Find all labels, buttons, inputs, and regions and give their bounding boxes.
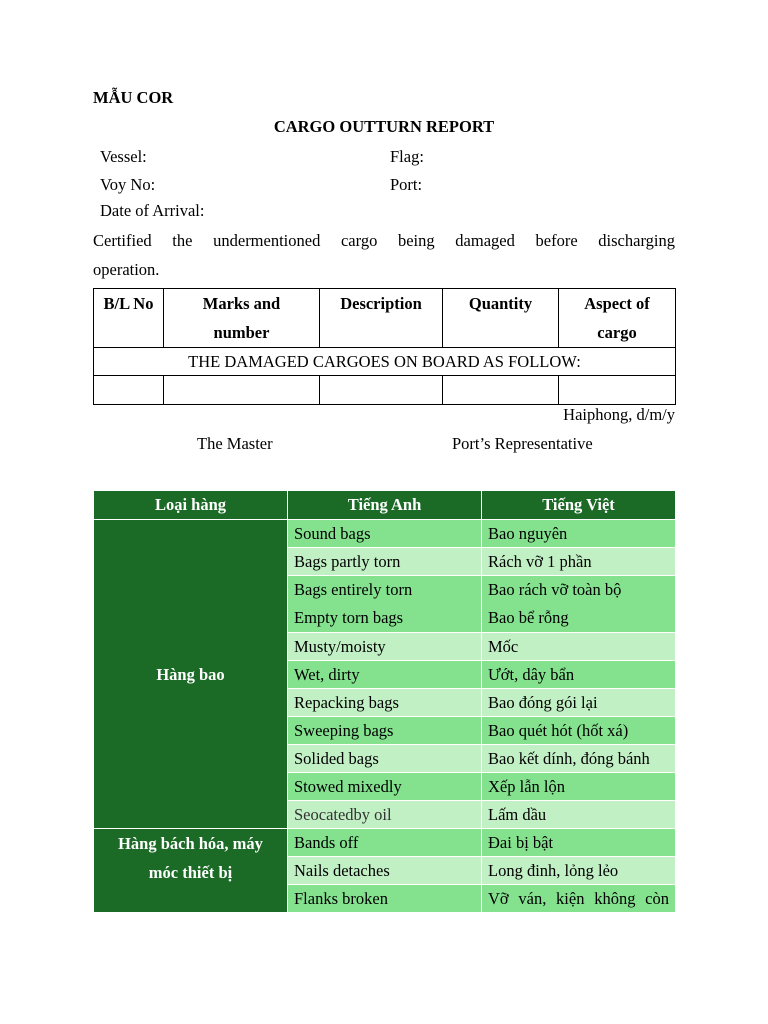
- column-header-vietnamese: Tiếng Việt: [482, 491, 676, 520]
- empty-cell: [320, 376, 443, 405]
- port-label: Port:: [390, 175, 423, 194]
- column-header-english: Tiếng Anh: [288, 491, 482, 520]
- voy-no-label: Voy No:: [100, 175, 156, 194]
- column-header-bl-no: B/L No: [94, 289, 164, 348]
- english-term: Flanks broken: [288, 885, 482, 913]
- terms-header-row: [94, 491, 676, 520]
- form-code: MẪU COR: [93, 88, 174, 107]
- column-header-marks-and-number: Marks and number: [164, 289, 320, 348]
- category-general-cargo: Hàng bách hóa, máy móc thiết bị: [94, 829, 288, 913]
- section-row: [94, 348, 676, 376]
- vietnamese-term: Vỡ ván, kiện không còn: [482, 885, 676, 913]
- empty-cell: [443, 376, 559, 405]
- signature-port-representative: Port’s Representative: [452, 434, 593, 453]
- english-term: Bags entirely torn Empty torn bags: [288, 576, 482, 633]
- vietnamese-term: Rách vỡ 1 phần: [482, 548, 676, 576]
- statement-line-1: Certified the undermentioned cargo being damaged before discharging: [93, 231, 675, 250]
- cargo-outturn-table: [93, 288, 676, 405]
- vietnamese-term: Xếp lẫn lộn: [482, 773, 676, 801]
- document-title: CARGO OUTTURN REPORT: [273, 117, 495, 136]
- column-header-quantity: Quantity: [443, 289, 559, 348]
- english-term: Nails detaches: [288, 857, 482, 885]
- english-term: Stowed mixedly: [288, 773, 482, 801]
- column-header-cargo-type: Loại hàng: [94, 491, 288, 520]
- vietnamese-term: Đai bị bật: [482, 829, 676, 857]
- date-of-arrival-label: Date of Arrival:: [100, 201, 205, 220]
- vietnamese-term: Bao đóng gói lại: [482, 689, 676, 717]
- table-row: [94, 376, 676, 405]
- english-term: Sound bags: [288, 520, 482, 548]
- flag-label: Flag:: [390, 147, 424, 166]
- table-row: [94, 520, 676, 548]
- english-term: Seocatedby oil: [288, 801, 482, 829]
- category-bagged-cargo: Hàng bao: [94, 520, 288, 829]
- english-term: Bands off: [288, 829, 482, 857]
- column-header-aspect-of-cargo: Aspect of cargo: [559, 289, 676, 348]
- english-term: Sweeping bags: [288, 717, 482, 745]
- table-header-row: [94, 289, 676, 348]
- vietnamese-term: Lấm dầu: [482, 801, 676, 829]
- vessel-label: Vessel:: [100, 147, 147, 166]
- cargo-terms-table: [93, 490, 676, 913]
- column-header-description: Description: [320, 289, 443, 348]
- vietnamese-term: Bao kết dính, đóng bánh: [482, 745, 676, 773]
- statement-line-2: operation.: [93, 260, 160, 279]
- english-term: Repacking bags: [288, 689, 482, 717]
- english-term: Solided bags: [288, 745, 482, 773]
- vietnamese-term: Ướt, dây bẩn: [482, 661, 676, 689]
- vietnamese-term: Bao nguyên: [482, 520, 676, 548]
- english-term: Wet, dirty: [288, 661, 482, 689]
- empty-cell: [164, 376, 320, 405]
- vietnamese-term: Long đinh, lỏng lẻo: [482, 857, 676, 885]
- empty-cell: [94, 376, 164, 405]
- table-row: [94, 829, 676, 857]
- empty-cell: [559, 376, 676, 405]
- damaged-cargoes-heading: THE DAMAGED CARGOES ON BOARD AS FOLLOW:: [94, 348, 676, 376]
- vietnamese-term: Bao rách vỡ toàn bộ Bao bể rỗng: [482, 576, 676, 633]
- english-term: Bags partly torn: [288, 548, 482, 576]
- vietnamese-term: Bao quét hót (hốt xá): [482, 717, 676, 745]
- english-term: Musty/moisty: [288, 633, 482, 661]
- signature-master: The Master: [197, 434, 273, 453]
- place-date: Haiphong, d/m/y: [563, 405, 675, 424]
- vietnamese-term: Mốc: [482, 633, 676, 661]
